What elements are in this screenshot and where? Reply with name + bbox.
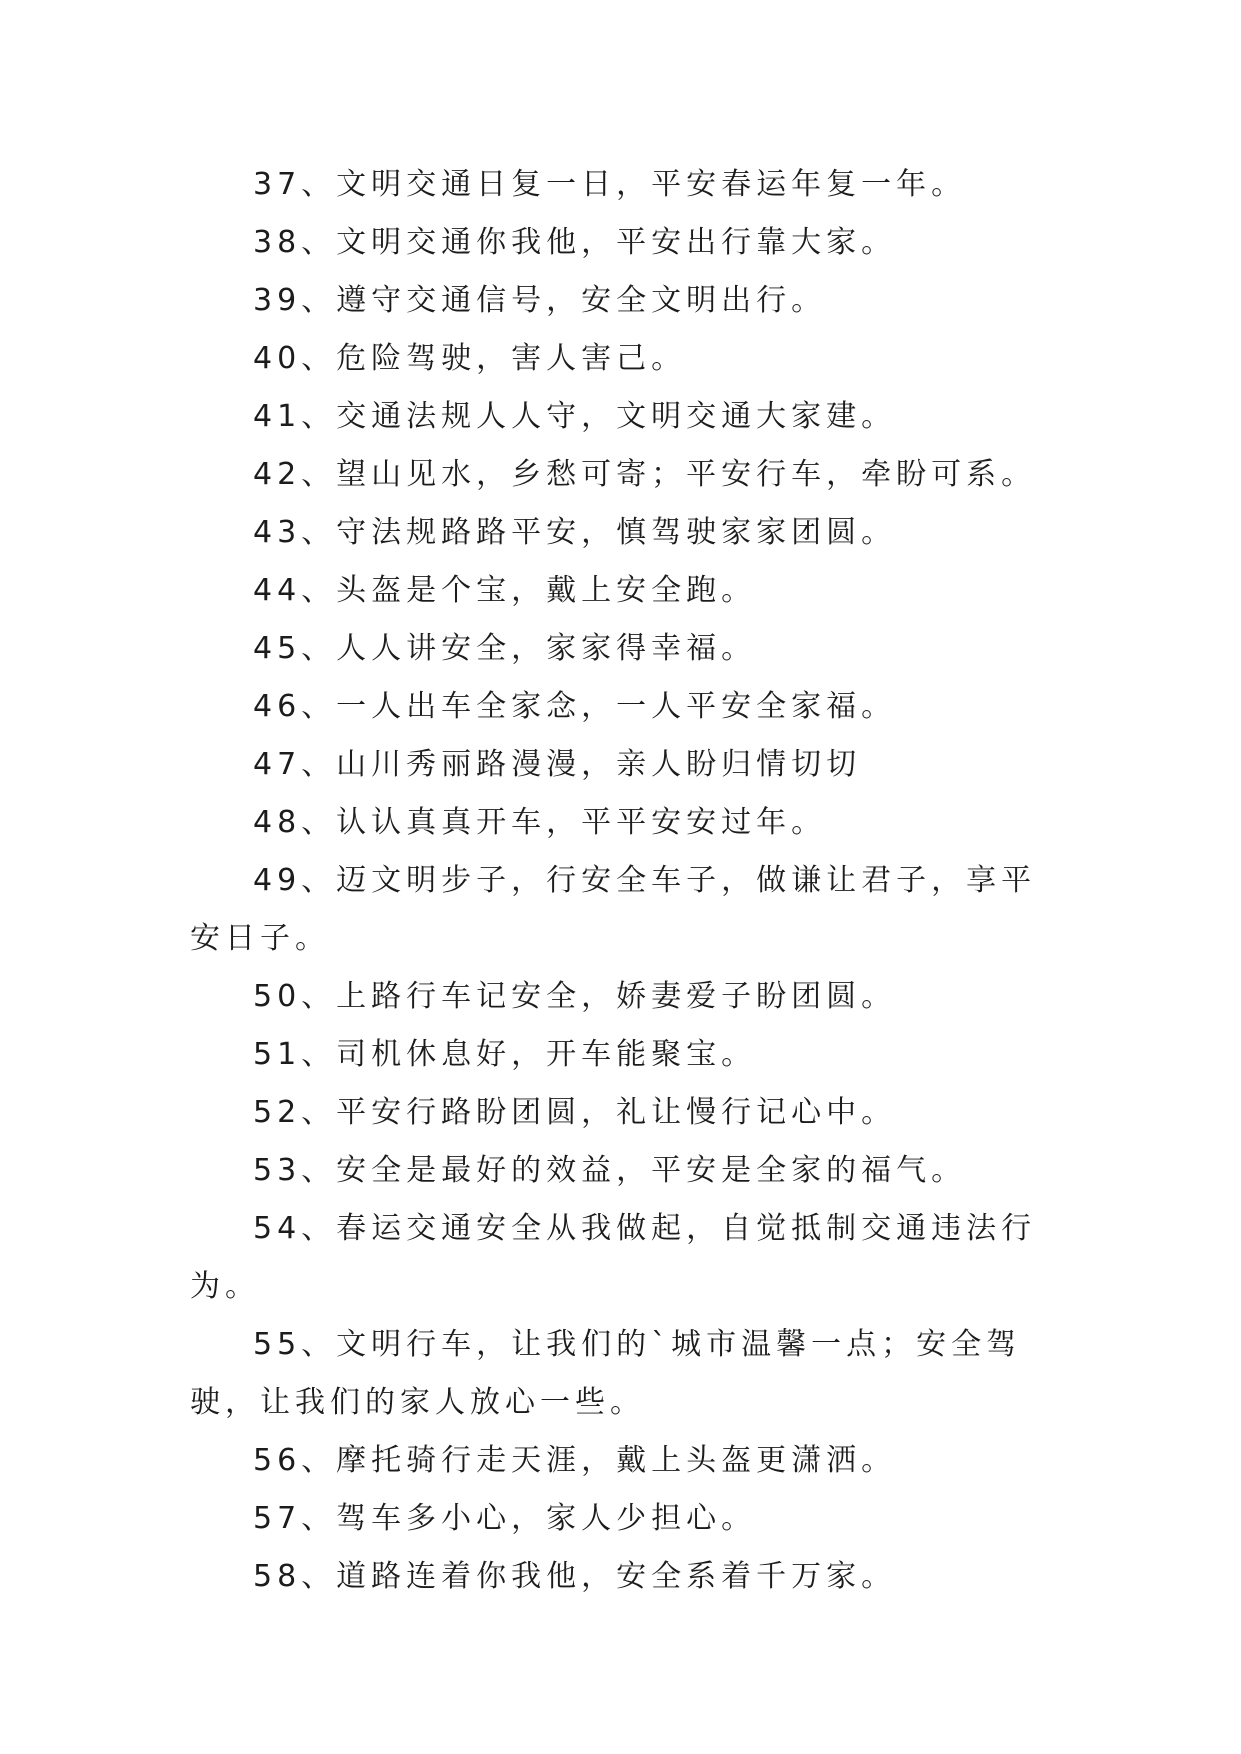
slogan-item: 49、迈文明步子，行安全车子，做谦让君子，享平安日子。 (190, 863, 1037, 956)
slogan-item: 45、人人讲安全，家家得幸福。 (253, 631, 757, 666)
slogan-item: 47、山川秀丽路漫漫，亲人盼归情切切 (253, 747, 862, 782)
slogan-item: 57、驾车多小心，家人少担心。 (253, 1501, 757, 1536)
slogan-item: 44、头盔是个宝，戴上安全跑。 (253, 573, 757, 608)
slogan-list (190, 156, 1070, 1606)
slogan-item: 55、文明行车，让我们的`城市温馨一点；安全驾驶，让我们的家人放心一些。 (190, 1327, 1022, 1420)
slogan-item: 40、危险驾驶，害人害己。 (253, 341, 687, 376)
slogan-item: 58、道路连着你我他，安全系着千万家。 (253, 1559, 897, 1594)
slogan-item: 41、交通法规人人守，文明交通大家建。 (253, 399, 897, 434)
slogan-item: 39、遵守交通信号，安全文明出行。 (253, 283, 827, 318)
slogan-item: 56、摩托骑行走天涯，戴上头盔更潇洒。 (253, 1443, 897, 1478)
slogan-item: 48、认认真真开车，平平安安过年。 (253, 805, 827, 840)
slogan-item: 53、安全是最好的效益，平安是全家的福气。 (253, 1153, 967, 1188)
slogan-item: 43、守法规路路平安，慎驾驶家家团圆。 (253, 515, 897, 550)
slogan-item: 38、文明交通你我他，平安出行靠大家。 (253, 225, 897, 260)
slogan-item: 46、一人出车全家念，一人平安全家福。 (253, 689, 897, 724)
slogan-item: 37、文明交通日复一日，平安春运年复一年。 (253, 167, 967, 202)
slogan-item: 52、平安行路盼团圆，礼让慢行记心中。 (253, 1095, 897, 1130)
slogan-item: 54、春运交通安全从我做起，自觉抵制交通违法行为。 (190, 1211, 1037, 1304)
slogan-item: 42、望山见水，乡愁可寄；平安行车，牵盼可系。 (253, 457, 1037, 492)
slogan-item: 50、上路行车记安全，娇妻爱子盼团圆。 (253, 979, 897, 1014)
slogan-item: 51、司机休息好，开车能聚宝。 (253, 1037, 757, 1072)
